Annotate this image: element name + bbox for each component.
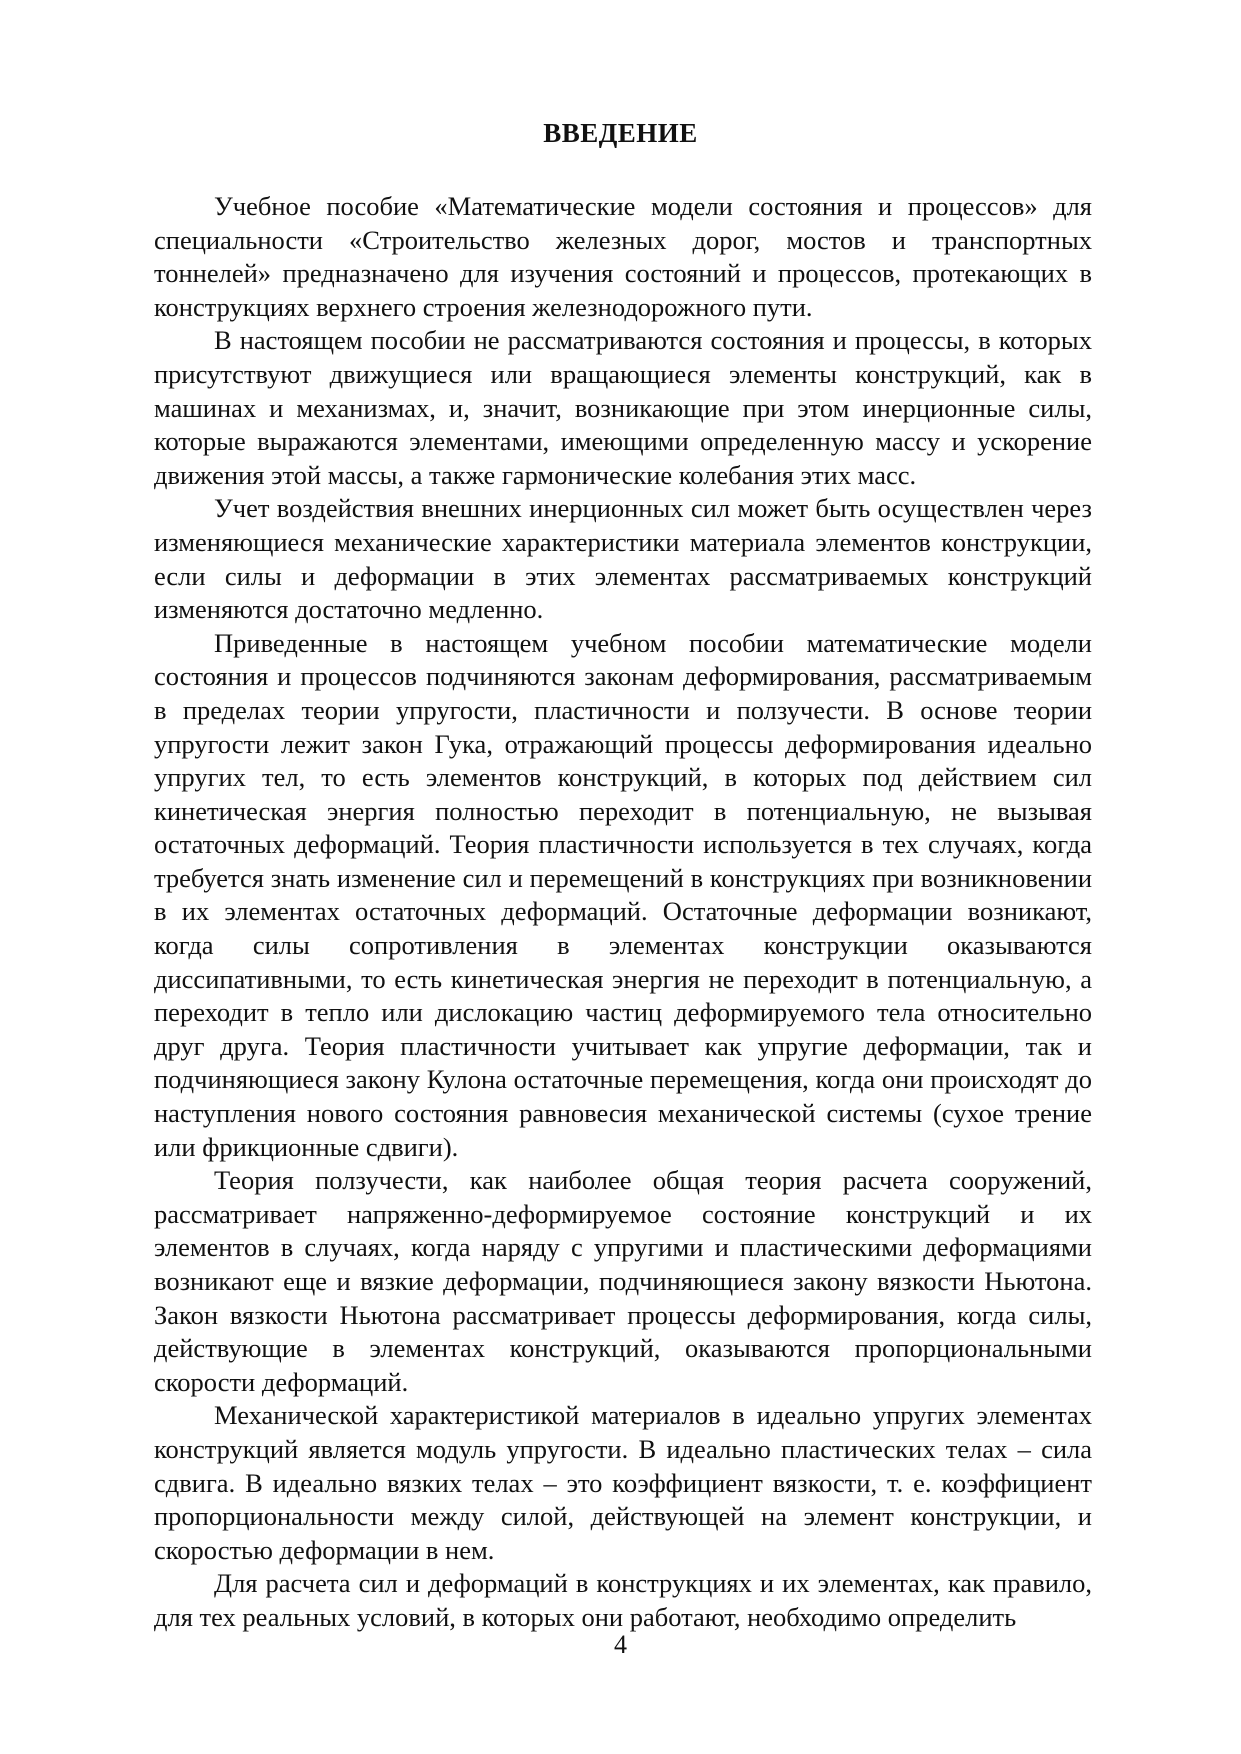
paragraph-5: Теория ползучести, как наиболее общая теория расчета сооружений, рассматривает напряженно-деформируемое состояние конструкций и их элементов в случаях, когда наряду с упругими и пластическими деформациями возникают еще и вязкие деформации, подчиняющиеся закону вязкости Ньютона. Закон вязкости Ньютона рассматривает процессы деформирования, когда силы, действующие в элементах конструкций, оказываются пропорциональными скорости деформаций. <box>154 1165 1092 1397</box>
page-number: 4 <box>614 1630 627 1659</box>
paragraph-7: Для расчета сил и деформаций в конструкциях и их элементах, как правило, для тех реальных условий, в которых они работают, необходимо определить <box>154 1568 1092 1632</box>
paragraph-3: Учет воздействия внешних инерционных сил может быть осуществлен через изменяющиеся механические характеристики материала элементов конструкции, если силы и деформации в этих элементах рассматриваемых конструкций изменяются достаточно медленно. <box>154 493 1092 625</box>
paragraph-2: В настоящем пособии не рассматриваются состояния и процессы, в которых присутствуют движущиеся или вращающиеся элементы конструкций, как в машинах и механизмах, и, значит, возникающие при этом инерционные силы, которые выражаются элементами, имеющими определенную массу и ускорение движения этой массы, а также гармонические колебания этих масс. <box>154 325 1092 490</box>
paragraph-4: Приведенные в настоящем учебном пособии математические модели состояния и процессов подчиняются законам деформирования, рассматриваемым в пределах теории упругости, пластичности и ползучести. В основе теории упругости лежит закон Гука, отражающий процессы деформирования идеально упругих тел, то есть элементов конструкций, в которых под действием сил кинетическая энергия полностью переходит в потенциальную, не вызывая остаточных деформаций. Теория пластичности используется в тех случаях, когда требуется знать изменение сил и перемещений в конструкциях при возникновении в их элементах остаточных деформаций. Остаточные деформации возникают, когда силы сопротивления в элементах конструкции оказываются диссипативными, то есть кинетическая энергия не переходит в потенциальную, а переходит в тепло или дислокацию частиц деформируемого тела относительно друг друга. Теория пластичности учитывает как упругие деформации, так и подчиняющиеся закону Кулона остаточные перемещения, когда они происходят до наступления нового состояния равновесия механической системы (сухое трение или фрикционные сдвиги). <box>154 627 1092 1162</box>
body-text <box>154 190 1092 1635</box>
paragraph-6: Механической характеристикой материалов в идеально упругих элементах конструкций является модуль упругости. В идеально пластических телах – сила сдвига. В идеально вязких телах – это коэффициент вязкости, т. е. коэффициент пропорциональности между силой, действующей на элемент конструкции, и скоростью деформации в нем. <box>154 1400 1092 1565</box>
paragraph-1: Учебное пособие «Математические модели состояния и процессов» для специальности «Строительство железных дорог, мостов и транспортных тоннелей» предназначено для изучения состояний и процессов, протекающих в конструкциях верхнего строения железнодорожного пути. <box>154 191 1092 322</box>
section-heading: ВВЕДЕНИЕ <box>543 118 698 148</box>
